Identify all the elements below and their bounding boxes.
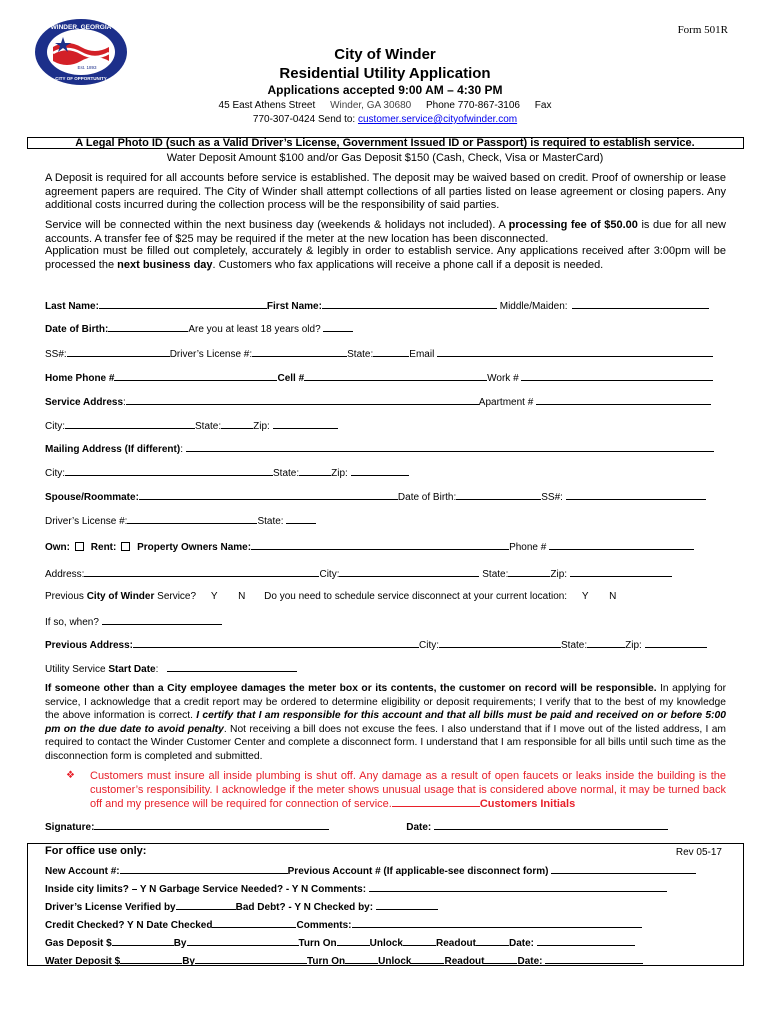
prev-city-label: City:: [419, 640, 439, 651]
gas-by-field[interactable]: [187, 936, 299, 946]
phone-number: Phone 770-867-3106: [426, 100, 520, 111]
spouse-dl-field[interactable]: [127, 514, 257, 524]
apartment-label: Apartment #: [478, 397, 534, 408]
revision: Rev 05-17: [675, 847, 722, 858]
seal-ring-text: WINDER, GEORGIA: [50, 24, 112, 31]
checked-by-field[interactable]: [376, 900, 438, 910]
start-date-field[interactable]: [167, 662, 297, 672]
owner-zip-field[interactable]: [570, 567, 672, 577]
owner-city-label: City:: [319, 569, 340, 580]
home-phone-field[interactable]: [114, 371, 277, 381]
owner-city-field[interactable]: [339, 567, 479, 577]
prev-zip-field[interactable]: [645, 638, 707, 648]
email-field[interactable]: [437, 347, 713, 357]
deposit-paragraph: A Deposit is required for all accounts before service is established. The deposit may be waived based on credit. Proof of ownership or lease agreement papers are required. The City of Winder shall attempt collections of all parties listed on lease agreement or closing papers. Any additional costs incurred during the collection process will be the responsibility of said parties.: [45, 172, 726, 211]
dob-field[interactable]: [108, 322, 188, 332]
next-business-day: next business day: [117, 258, 213, 271]
deposit-amounts: Water Deposit Amount $100 and/or Gas Deposit $150 (Cash, Check, Visa or MasterCard): [166, 152, 604, 164]
date-checked-field[interactable]: [212, 918, 296, 928]
zip-label: Zip:: [331, 468, 348, 479]
ss-label: SS#:: [45, 349, 67, 360]
dob-label: Date of Birth: [45, 324, 105, 335]
certification-statement: I certify that I am responsible for this account and that all bills must be paid and received on or before 5:00 pm on the due date to avoid penalty: [45, 710, 726, 735]
owner-phone-field[interactable]: [549, 540, 694, 550]
office-account-row: New Account #: Previous Account # (If applicable-see disconnect form): [45, 864, 735, 877]
office-use-heading: For office use only:: [45, 845, 147, 857]
dob-row: Date of Birth: Are you at least 18 years old?: [45, 322, 725, 335]
state-label: State:: [347, 349, 374, 360]
state-field[interactable]: [373, 347, 409, 357]
processing-fee: processing fee of $50.00: [508, 219, 638, 231]
zip-label: Zip:: [253, 421, 270, 432]
state-label: State:: [195, 421, 222, 432]
prev-state-field[interactable]: [587, 638, 625, 648]
office-credit-row: Credit Checked? Y N Date Checked Comments:: [45, 918, 735, 931]
work-label: Work #: [487, 373, 519, 384]
service-address-row: Service Address: Apartment #: [45, 395, 725, 408]
seal-est-text: Est. 1893: [77, 65, 97, 70]
signature-field[interactable]: [94, 820, 329, 830]
property-owner-label: Property Owners Name:: [137, 542, 252, 553]
home-phone-label: Home Phone #: [45, 373, 115, 384]
spouse-dob-field[interactable]: [456, 490, 541, 500]
service-address-field[interactable]: [126, 395, 479, 405]
previous-address-row: [45, 638, 725, 651]
mailing-city-field[interactable]: [65, 466, 273, 476]
office-comments-field[interactable]: [369, 882, 667, 892]
owner-address-field[interactable]: [84, 567, 319, 577]
middle-maiden-field[interactable]: [572, 299, 709, 309]
ss-field[interactable]: [67, 347, 170, 357]
credit-comments-field[interactable]: [352, 918, 642, 928]
city-of-winder: City of Winder: [86, 591, 155, 602]
age-question: Are you at least 18 years old?: [188, 324, 321, 335]
start-date-label: Start Date: [108, 664, 156, 675]
first-name-label: First Name: [266, 301, 319, 312]
fax-line: [0, 114, 770, 125]
owner-state-label: State:: [482, 569, 509, 580]
email-label: Email: [409, 349, 435, 360]
gas-unlock-field[interactable]: [403, 936, 436, 946]
signature-row: [45, 820, 725, 833]
spouse-label: Spouse/Roommate:: [45, 492, 139, 503]
water-deposit-row: Water Deposit $ By Turn On Unlock Readout Date:: [45, 954, 735, 967]
spouse-ss-field[interactable]: [566, 490, 706, 500]
work-field[interactable]: [521, 371, 713, 381]
application-paragraph: Application must be filled out completely, accurately & legibly in order to establish service. Any applications received after 3:00pm will be processed the next business day. Customers who fax applications will receive a phone call if a deposit is needed.: [45, 245, 726, 271]
signature-label: Signature:: [45, 822, 95, 833]
previous-address-label: Previous Address:: [45, 640, 133, 651]
start-date-row: Utility Service Start Date:: [45, 662, 725, 675]
dl-label: Driver’s License #:: [169, 349, 253, 360]
license-verified-field[interactable]: [176, 900, 236, 910]
gas-date-field[interactable]: [537, 936, 635, 946]
fax-number: 770-307-0424 Send to:: [252, 114, 356, 125]
plumbing-warning: Customers must insure all inside plumbing is shut off. Any damage as a result of open faucets or leaks inside the building is the customer’s responsibility. I acknowledge if the meter shows unusual usage that is considered above normal, it may be turned back off and my presence will be required for connection of service. Customers Initials: [90, 770, 726, 810]
state-label: State:: [273, 468, 300, 479]
gas-readout-field[interactable]: [476, 936, 509, 946]
owner-address-label: Address:: [45, 569, 85, 580]
disconnect-question: Do you need to schedule service disconnect at your current location:: [264, 591, 568, 602]
previous-service-row: Previous City of Winder Service? Y N Do you need to schedule service disconnect at your current location: Y N: [45, 591, 617, 602]
disconnect-no[interactable]: N: [609, 591, 617, 602]
city-label: City:: [45, 468, 65, 479]
owner-phone-label: Phone #: [509, 542, 547, 553]
owner-zip-label: Zip:: [550, 569, 568, 580]
service-address-label: Service Address: [45, 397, 124, 408]
owner-address-row: [45, 567, 725, 580]
age-answer-field[interactable]: [323, 322, 353, 332]
middle-maiden-label: Middle/Maiden:: [499, 301, 568, 312]
if-so-row: [45, 615, 725, 628]
new-account-field[interactable]: [120, 864, 288, 874]
mailing-zip-field[interactable]: [351, 466, 409, 476]
cell-label: Cell #: [277, 373, 305, 384]
previous-service-no[interactable]: N: [238, 591, 246, 602]
gas-deposit-row: Gas Deposit $ By Turn On Unlock Readout Date:: [45, 936, 735, 949]
water-readout-field[interactable]: [484, 954, 517, 964]
name-row: Last Name: First Name: Middle/Maiden:: [45, 299, 725, 312]
previous-service-yes[interactable]: Y: [210, 591, 218, 602]
contact-line: [0, 100, 770, 111]
city-label: City:: [45, 421, 65, 432]
page-title: City of Winder: [334, 46, 436, 63]
cell-field[interactable]: [304, 371, 487, 381]
water-turn-on-field[interactable]: [345, 954, 378, 964]
previous-address-field[interactable]: [133, 638, 419, 648]
own-checkbox[interactable]: [75, 542, 84, 551]
owner-state-field[interactable]: [508, 567, 550, 577]
office-license-row: Driver’s License Verified by Bad Debt? - Y N Checked by:: [45, 900, 735, 913]
if-so-field[interactable]: [102, 615, 222, 625]
initials-field[interactable]: [392, 797, 480, 807]
zip-field[interactable]: [273, 419, 338, 429]
prev-zip-label: Zip:: [625, 640, 642, 651]
mailing-state-field[interactable]: [299, 466, 331, 476]
spouse-field[interactable]: [139, 490, 398, 500]
dl-field[interactable]: [252, 347, 347, 357]
spouse-row: [45, 490, 725, 503]
if-so-label: If so, when?: [45, 617, 99, 628]
property-owner-field[interactable]: [251, 540, 509, 550]
service-city-row: [45, 419, 725, 432]
city-field[interactable]: [65, 419, 195, 429]
signature-date-field[interactable]: [434, 820, 668, 830]
water-unlock-field[interactable]: [411, 954, 444, 964]
last-name-field[interactable]: [99, 299, 267, 309]
previous-account-field[interactable]: [551, 864, 696, 874]
diamond-bullet-icon: ❖: [66, 770, 75, 781]
last-name-label: Last Name: [45, 301, 96, 312]
state-label: State:: [257, 516, 284, 527]
mailing-address-row: Mailing Address (If different):: [45, 442, 725, 455]
mailing-address-label: Mailing Address (If different): [45, 444, 181, 455]
id-notice: A Legal Photo ID (such as a Valid Driver’s License, Government Issued ID or Passport) is required to establish service.: [75, 137, 695, 149]
ss-row: [45, 347, 725, 360]
spouse-ss-label: SS#:: [541, 492, 563, 503]
spouse-dob-label: Date of Birth:: [397, 492, 457, 503]
state-field[interactable]: [221, 419, 253, 429]
mailing-city-row: [45, 466, 725, 479]
first-name-field[interactable]: [322, 299, 497, 309]
fax-label: Fax: [534, 100, 552, 111]
legal-terms: If someone other than a City employee damages the meter box or its contents, the customer on record will be responsible. In applying for service, I acknowledge that a credit report may be ordered to determine eligibility or deposit requirements; I verify that to the best of my knowledge the above information is correct. I certify that I am responsible for this account and that all bills must be paid and received on or before 5:00 pm on the due date to avoid penalty. Not receiving a bill does not excuse the fees. I also understand that if I move out of the listed address, I am required to contact the Winder Customer Center and complete a disconnect form. I understand that I am responsible for all bills until such time as the disconnection form is completed and submitted.: [45, 683, 726, 762]
spouse-dl-label: Driver’s License #:: [45, 516, 128, 527]
initials-label: Customers Initials: [479, 798, 576, 810]
form-number: Form 501R: [677, 24, 728, 36]
email-link[interactable]: customer.service@cityofwinder.com: [358, 114, 518, 125]
seal-bottom-text: CITY OF OPPORTUNITY: [55, 76, 107, 81]
prev-state-label: State:: [561, 640, 588, 651]
mailing-address-field[interactable]: [186, 442, 714, 452]
phone-row: [45, 371, 725, 384]
ownership-row: [45, 540, 725, 553]
spouse-state-field[interactable]: [286, 514, 316, 524]
page-subtitle: Residential Utility Application: [279, 65, 491, 82]
prev-city-field[interactable]: [439, 638, 561, 648]
signature-date-label: Date:: [406, 822, 432, 833]
office-hours: Applications accepted 9:00 AM – 4:30 PM: [267, 83, 503, 97]
rent-label: Rent:: [90, 542, 117, 553]
office-city-row: Inside city limits? – Y N Garbage Service Needed? - Y N Comments:: [45, 882, 735, 895]
water-date-field[interactable]: [545, 954, 643, 964]
own-label: Own:: [45, 542, 70, 553]
apartment-field[interactable]: [536, 395, 711, 405]
street-address: 45 East Athens Street: [218, 100, 316, 111]
service-paragraph: Service will be connected within the next business day (weekends & holidays not included). A processing fee of $50.00 is due for all new accounts. A transfer fee of $25 may be required if the meter at the new location has been disconnected.: [45, 219, 726, 245]
water-deposit-field[interactable]: [120, 954, 182, 964]
gas-turn-on-field[interactable]: [337, 936, 370, 946]
rent-checkbox[interactable]: [121, 542, 130, 551]
city-state-zip: Winder, GA 30680: [330, 100, 412, 111]
gas-deposit-field[interactable]: [112, 936, 174, 946]
disconnect-yes[interactable]: Y: [581, 591, 589, 602]
water-by-field[interactable]: [195, 954, 307, 964]
spouse-dl-row: [45, 514, 725, 527]
